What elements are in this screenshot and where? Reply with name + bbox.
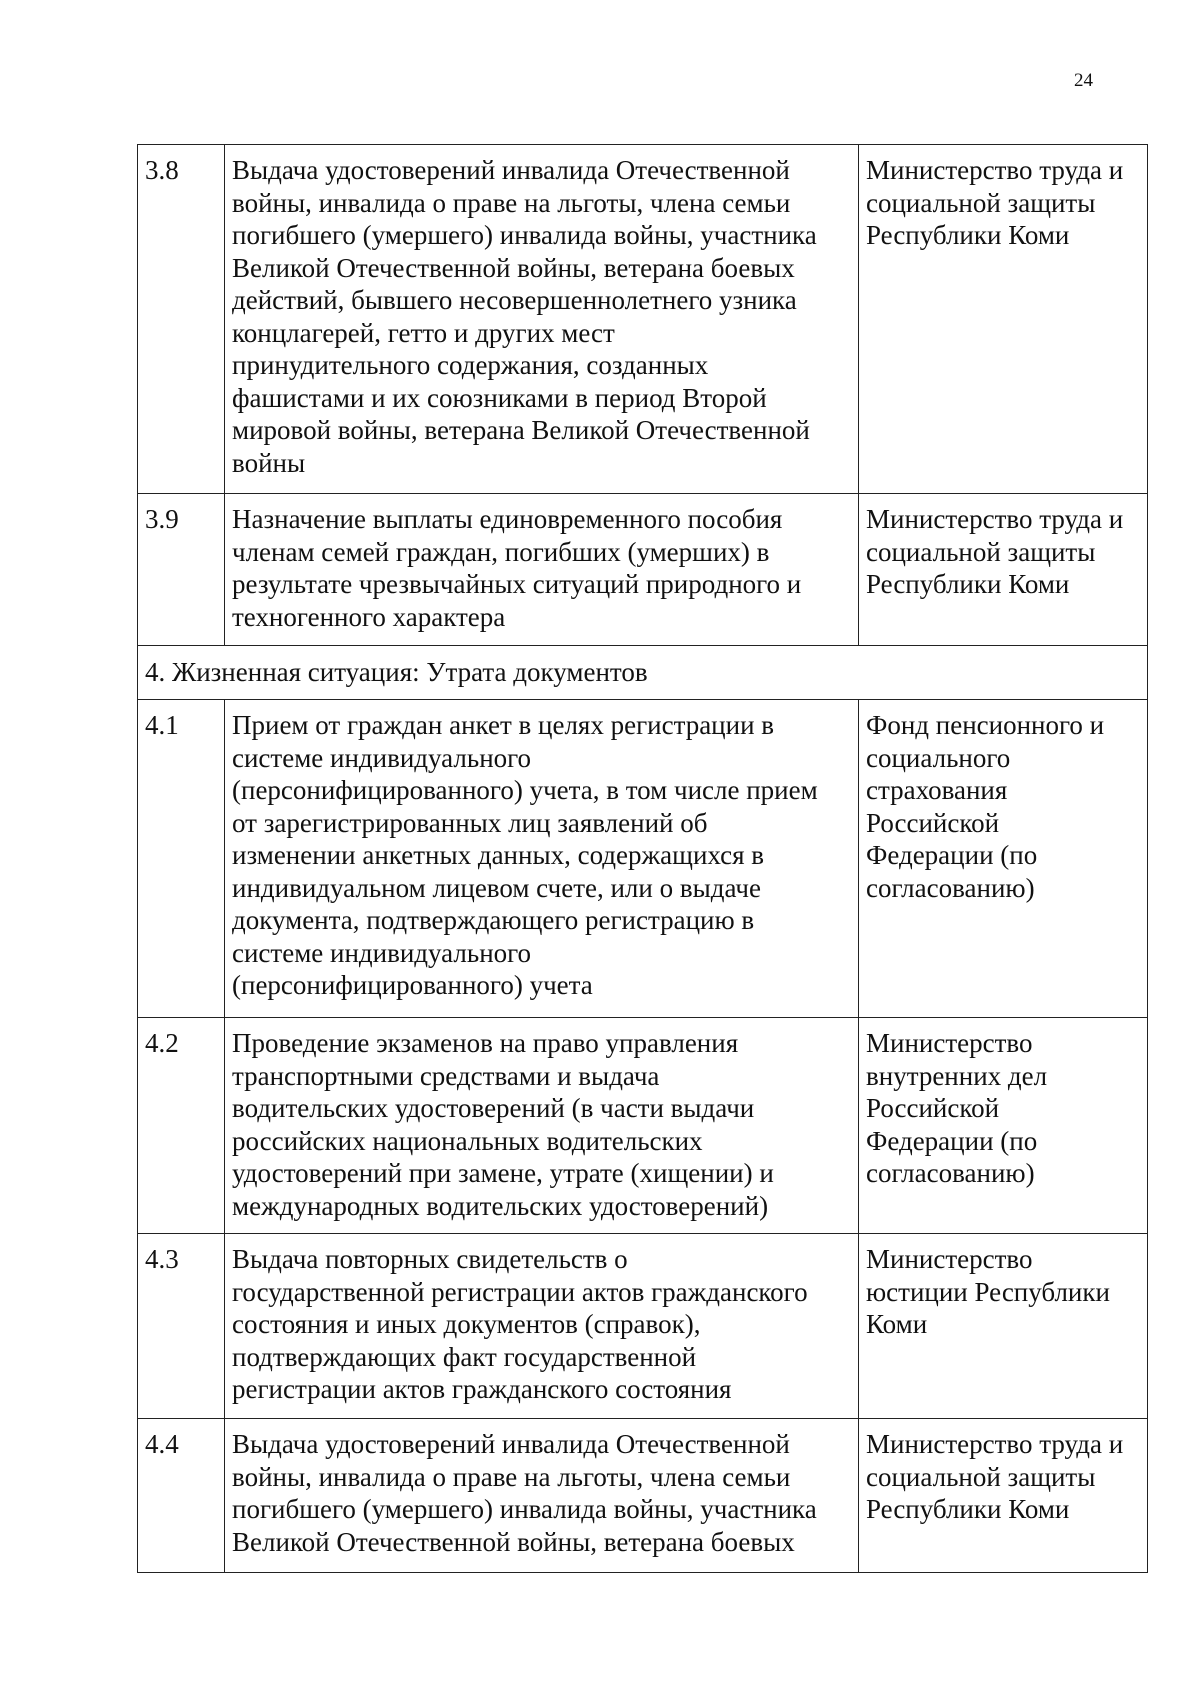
- item-number: 3.8: [138, 145, 225, 494]
- responsible-authority: Министерство внутренних дел Российской Федерации (по согласованию): [859, 1018, 1148, 1234]
- responsible-authority: Министерство труда и социальной защиты Республики Коми: [859, 494, 1148, 646]
- service-description: Проведение экзаменов на право управления транспортными средствами и выдача водительских удостоверений (в части выдачи российских национальных водительских удостоверений при замене, утрате (хищении) и международных водительских удостоверений): [225, 1018, 859, 1234]
- service-description: Выдача удостоверений инвалида Отечественной войны, инвалида о праве на льготы, члена семьи погибшего (умершего) инвалида войны, участника Великой Отечественной войны, ветерана боевых действий, бывшего несовершеннолетнего узника концлагерей, гетто и других мест принудительного содержания, созданных фашистами и их союзниками в период Второй мировой войны, ветерана Великой Отечественной войны: [225, 145, 859, 494]
- responsible-authority: Министерство труда и социальной защиты Республики Коми: [859, 1419, 1148, 1573]
- service-description: Назначение выплаты единовременного пособия членам семей граждан, погибших (умерших) в результате чрезвычайных ситуаций природного и техногенного характера: [225, 494, 859, 646]
- responsible-authority: Фонд пенсионного и социального страхования Российской Федерации (по согласованию): [859, 700, 1148, 1018]
- table-row: [138, 145, 1148, 494]
- item-number: 4.1: [138, 700, 225, 1018]
- responsible-authority: Министерство труда и социальной защиты Республики Коми: [859, 145, 1148, 494]
- service-description: Выдача повторных свидетельств о государственной регистрации актов гражданского состояния и иных документов (справок), подтверждающих факт государственной регистрации актов гражданского состояния: [225, 1234, 859, 1419]
- responsible-authority: Министерство юстиции Республики Коми: [859, 1234, 1148, 1419]
- item-number: 3.9: [138, 494, 225, 646]
- service-description: Прием от граждан анкет в целях регистрации в системе индивидуального (персонифицированного) учета, в том числе прием от зарегистрированных лиц заявлений об изменении анкетных данных, содержащихся в индивидуальном лицевом счете, или о выдаче документа, подтверждающего регистрацию в системе индивидуального (персонифицированного) учета: [225, 700, 859, 1018]
- table-row: [138, 1018, 1148, 1234]
- item-number: 4.3: [138, 1234, 225, 1419]
- services-table: [137, 144, 1148, 1573]
- service-description: Выдача удостоверений инвалида Отечественной войны, инвалида о праве на льготы, члена семьи погибшего (умершего) инвалида войны, участника Великой Отечественной войны, ветерана боевых: [225, 1419, 859, 1573]
- page-number: 24: [1074, 70, 1093, 91]
- table-row: [138, 1234, 1148, 1419]
- item-number: 4.4: [138, 1419, 225, 1573]
- item-number: 4.2: [138, 1018, 225, 1234]
- section-title: 4. Жизненная ситуация: Утрата документов: [138, 646, 1148, 700]
- table-row: [138, 1419, 1148, 1573]
- table-row: [138, 700, 1148, 1018]
- table-row: [138, 494, 1148, 646]
- section-header-row: [138, 646, 1148, 700]
